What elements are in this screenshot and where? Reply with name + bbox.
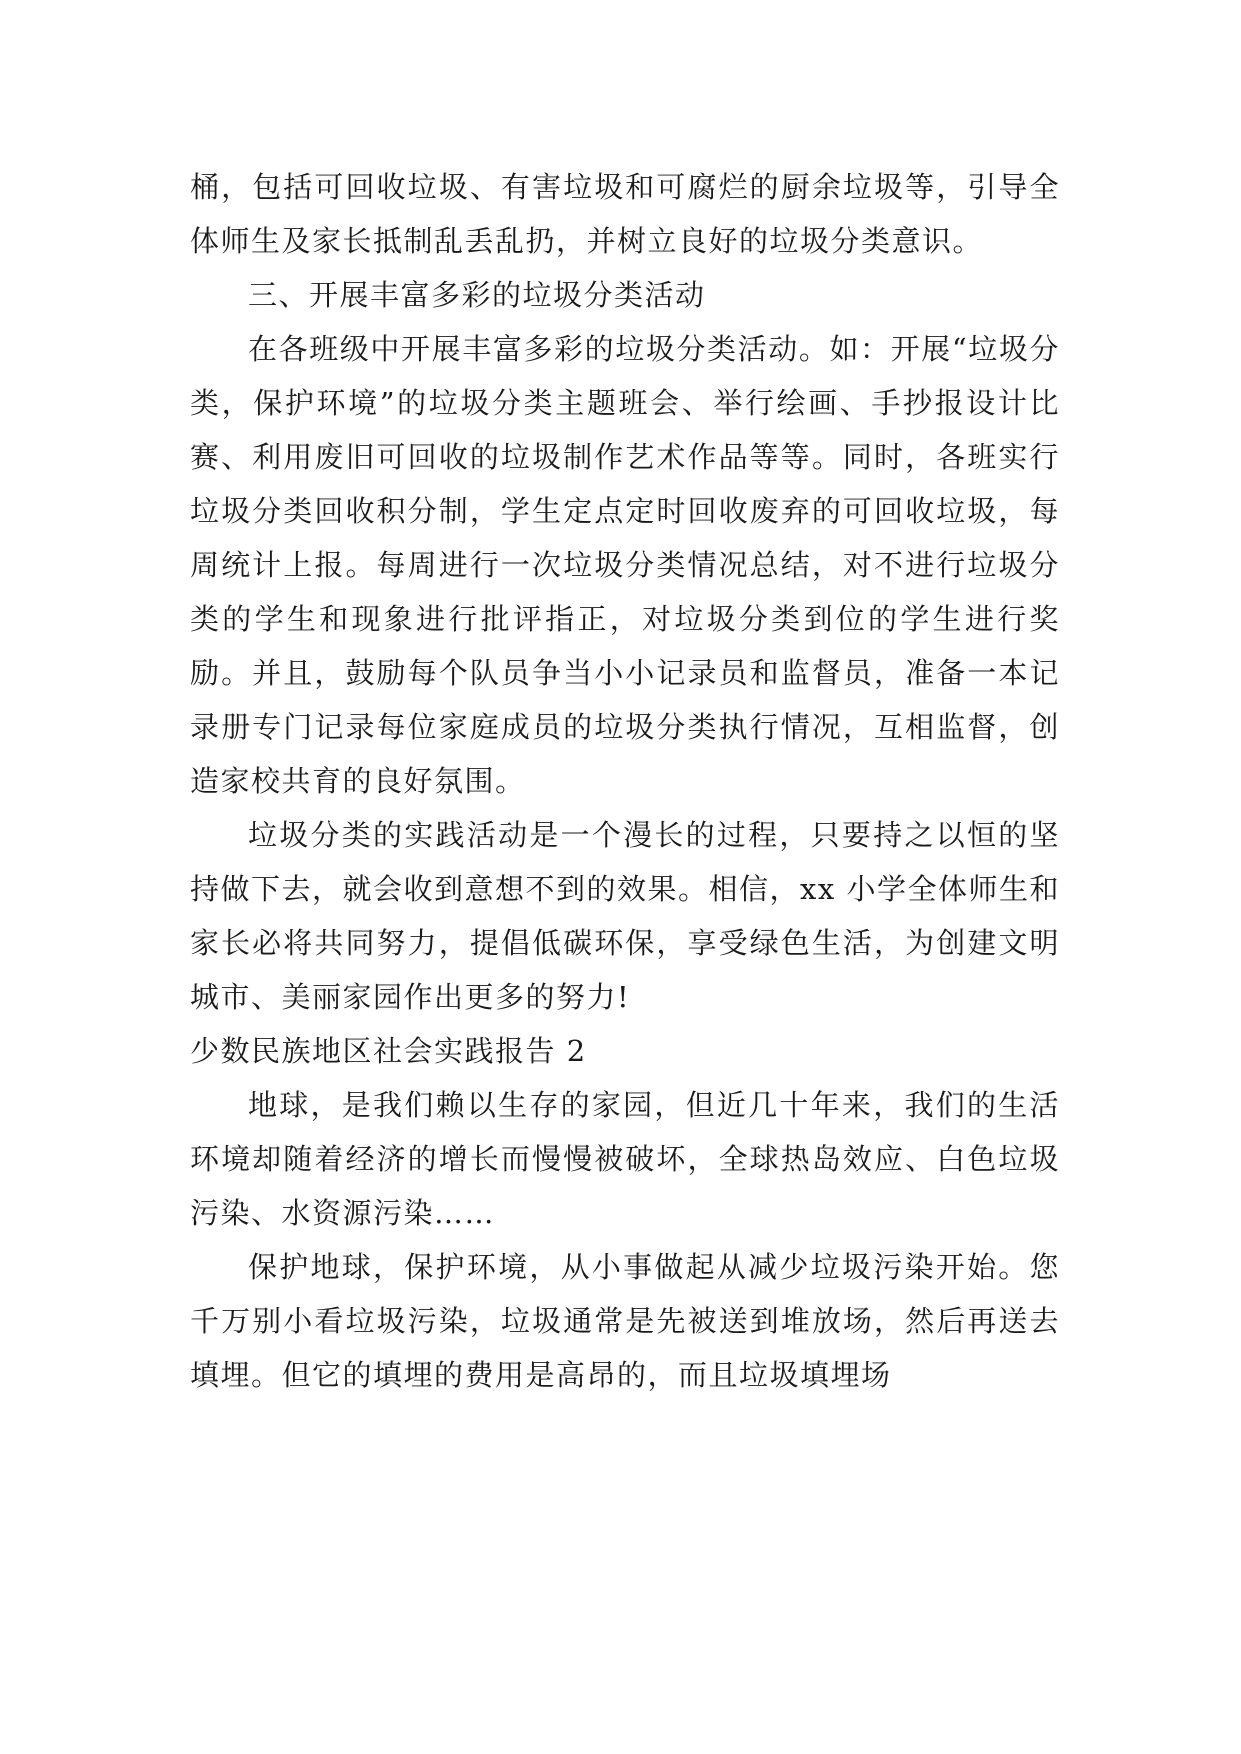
document-body (190, 160, 1060, 1402)
body-paragraph: 在各班级中开展丰富多彩的垃圾分类活动。如：开展“垃圾分类，保护环境”的垃圾分类主题班会、举行绘画、手抄报设计比赛、利用废旧可回收的垃圾制作艺术作品等等。同时，各班实行垃圾分类回收积分制，学生定点定时回收废弃的可回收垃圾，每周统计上报。每周进行一次垃圾分类情况总结，对不进行垃圾分类的学生和现象进行批评指正，对垃圾分类到位的学生进行奖励。并且，鼓励每个队员争当小小记录员和监督员，准备一本记录册专门记录每位家庭成员的垃圾分类执行情况，互相监督，创造家校共育的良好氛围。 (190, 332, 1060, 798)
continuation-paragraph: 桶，包括可回收垃圾、有害垃圾和可腐烂的厨余垃圾等，引导全体师生及家长抵制乱丢乱扔，并树立良好的垃圾分类意识。 (190, 170, 1060, 258)
body-paragraph: 地球，是我们赖以生存的家园，但近几十年来，我们的生活环境却随着经济的增长而慢慢被破坏，全球热岛效应、白色垃圾污染、水资源污染…… (190, 1088, 1060, 1230)
section-heading: 三、开展丰富多彩的垃圾分类活动 (248, 278, 706, 312)
body-paragraph: 垃圾分类的实践活动是一个漫长的过程，只要持之以恒的坚持做下去，就会收到意想不到的效果。相信，xx 小学全体师生和家长必将共同努力，提倡低碳环保，享受绿色生活，为创建文明城市、美丽家园作出更多的努力! (190, 818, 1060, 1014)
report-title: 少数民族地区社会实践报告 2 (190, 1034, 587, 1068)
body-paragraph: 保护地球，保护环境，从小事做起从减少垃圾污染开始。您千万别小看垃圾污染，垃圾通常是先被送到堆放场，然后再送去填埋。但它的填埋的费用是高昂的，而且垃圾填埋场 (190, 1250, 1060, 1392)
